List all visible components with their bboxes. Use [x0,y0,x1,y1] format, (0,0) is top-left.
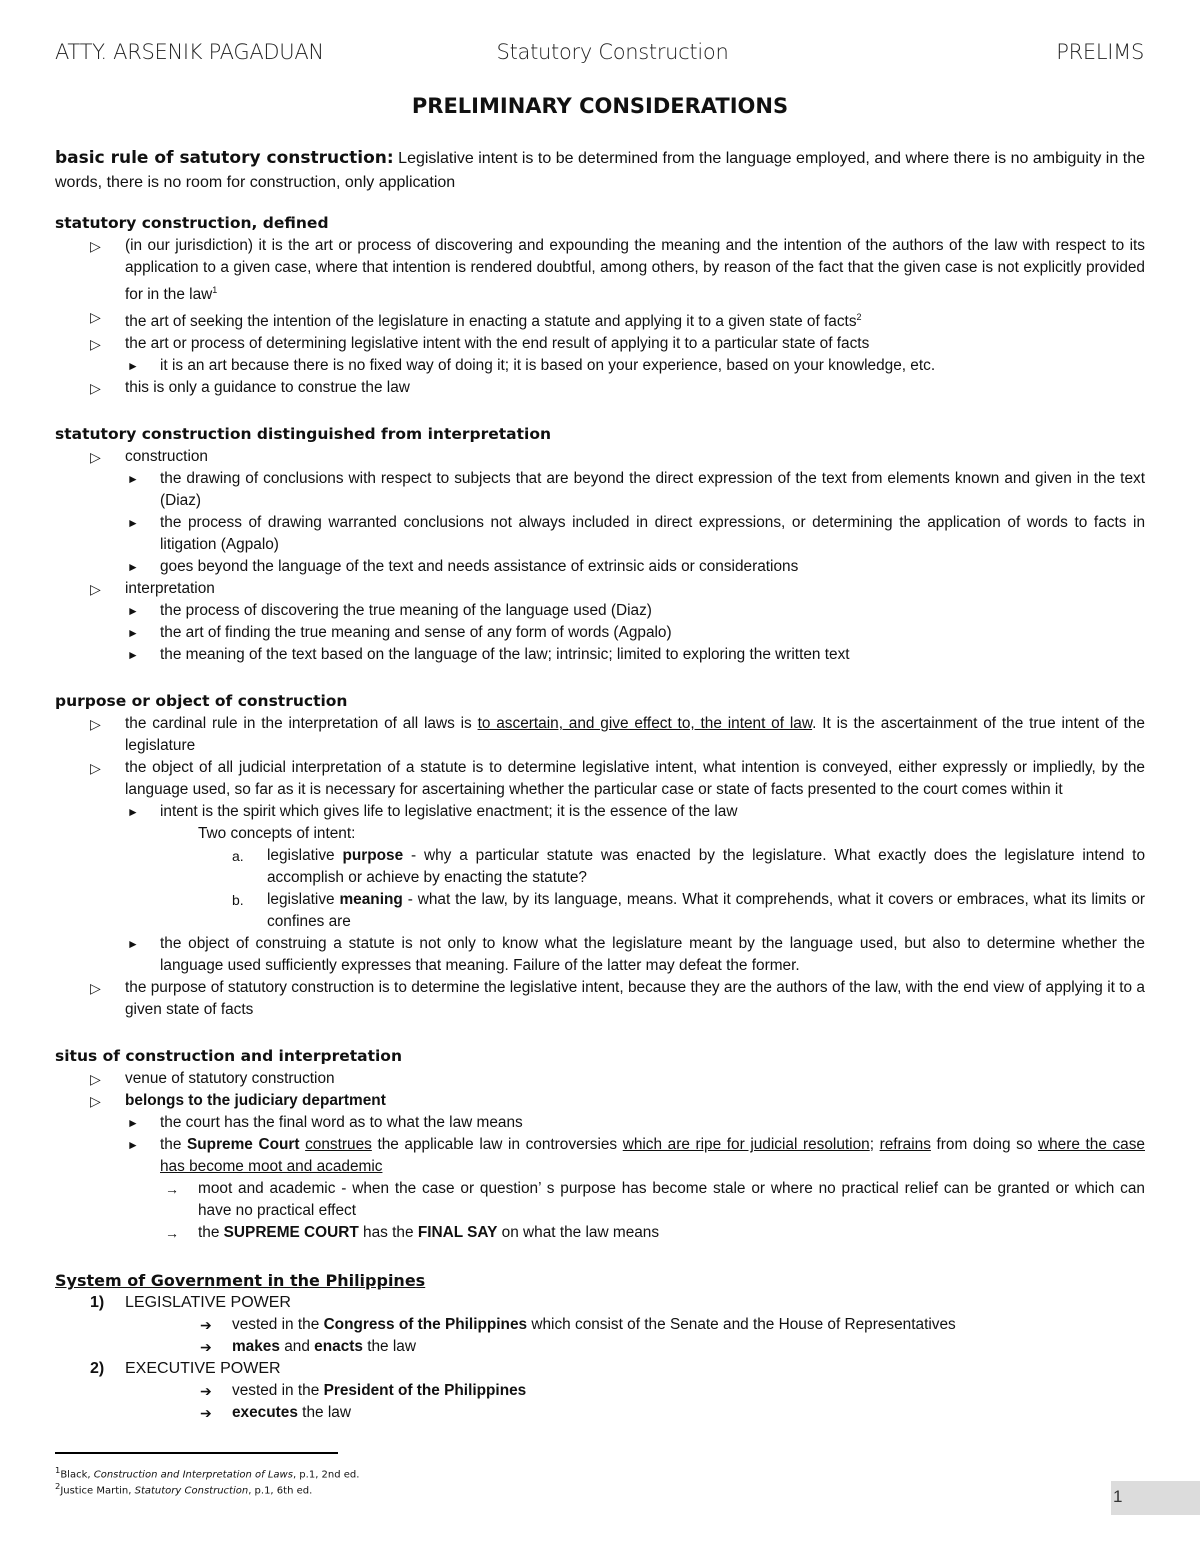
underlined-text: which are ripe for judicial resolution [622,1136,870,1154]
list-item-text: the process of discovering the true meaning of the language used (Diaz) [160,602,652,620]
basic-rule-label: basic rule of satutory construction: [55,148,394,168]
document-body [55,146,1145,1424]
list-item [55,1134,1145,1178]
list-item-text: the object of construing a statute is not only to know what the legislature meant by the language used, but also to determine whether the language used sufficiently expresses that meaning. Failure of the latter may defeat the former. [160,935,1145,975]
list-item-text: ; [869,1136,880,1154]
list-item-text: the [160,1136,187,1154]
list-item [55,1314,1145,1336]
list-item [55,468,1145,512]
list-item [55,600,1145,622]
list-item [55,622,1145,644]
bold-term: SUPREME COURT [223,1224,359,1242]
list-item-text: it is an art because there is no fixed way of doing it; it is based on your experience, based on your knowledge, etc. [160,357,936,375]
list-item [55,757,1145,801]
triangle-bullet-icon: ▷ [90,449,101,466]
pointer-bullet-icon: ► [127,937,139,952]
list-item-text: interpretation [125,580,215,598]
list-letter: a. [232,848,244,865]
power-title: EXECUTIVE POWER [125,1360,281,1378]
arrow-icon: ➔ [200,1317,212,1334]
page-title: PRELIMINARY CONSIDERATIONS [411,94,789,118]
system-heading: System of Government in the Philippines [55,1271,426,1291]
list-item-text: and [279,1338,315,1356]
list-item [55,644,1145,666]
list-item-text: the art of finding the true meaning and sense of any form of words (Agpalo) [160,624,672,642]
underlined-text: where the case has become moot and academic [160,1136,1145,1176]
list-item-text: Two concepts of intent: [198,825,356,843]
list-item-text: the object of all judicial interpretation of a statute is to determine legislative intent, what intention is conveyed, either expressly or impliedly, by the language used, so far as it is necessary for ascertaining whether the particular case or state of facts presented to the court comes within it [125,759,1145,799]
footnote-number: 1 [55,1465,61,1475]
bold-term: Supreme Court [187,1136,300,1154]
list-item-text: legislative [267,891,340,909]
list-item-text: vested in the [232,1382,324,1400]
triangle-bullet-icon: ▷ [90,581,101,598]
section-heading-situs: situs of construction and interpretation [55,1047,402,1066]
footnote-text: Black, [60,1469,94,1481]
footnote-ref: 2 [856,312,862,323]
list-item [55,306,1145,333]
list-item [55,1090,1145,1112]
list-item [55,355,1145,377]
section-heading-purpose: purpose or object of construction [55,692,348,711]
bold-term: executes [232,1404,298,1422]
situs-list [55,1068,1145,1244]
basic-rule-paragraph [55,146,1145,195]
bold-term: enacts [314,1338,363,1356]
list-item [55,1380,1145,1402]
pointer-bullet-icon: ► [127,1138,139,1153]
pointer-bullet-icon: ► [127,648,139,663]
footnote-text: Justice Martin, [60,1485,135,1497]
header-author: ATTY. ARSENIK PAGADUAN [55,40,324,64]
triangle-bullet-icon: ▷ [90,1071,101,1088]
basic-rule-text: Legislative intent is to be determined from the language employed, and where there is no ambiguity in the words, there is no room for construction, only application [55,150,1145,191]
triangle-bullet-icon: ▷ [90,309,101,326]
list-item-text: which consist of the Senate and the House of Representatives [527,1316,956,1334]
purpose-list [55,713,1145,1021]
list-item [55,1178,1145,1222]
list-item [55,889,1145,933]
pointer-bullet-icon: ► [127,359,139,374]
bold-term: Congress of the Philippines [323,1316,528,1334]
list-item [55,1402,1145,1424]
list-item-text: the purpose of statutory construction is to determine the legislative intent, because they are the authors of the law, with the end view of applying it to a given state of facts [125,979,1145,1019]
list-item-text: this is only a guidance to construe the law [125,379,410,397]
bold-term: belongs to the judiciary department [125,1092,386,1110]
list-item-text: the cardinal rule in the interpretation of all laws is [125,715,478,733]
list-item-text: the court has the final word as to what the law means [160,1114,523,1132]
triangle-bullet-icon: ▷ [90,336,101,353]
header-subject: Statutory Construction [496,40,729,64]
list-item [55,1292,1145,1314]
list-item-text: has the [358,1224,418,1242]
footnote-text: , p.1, 2nd ed. [292,1469,360,1481]
list-item-text: from doing so [930,1136,1038,1154]
triangle-bullet-icon: ▷ [90,1093,101,1110]
list-item [55,823,1145,845]
list-item-text: (in our jurisdiction) it is the art or process of discovering and expounding the meaning and the intention of the authors of the law with respect to its application to a given case, where that intention is rendered doubtful, among others, by reason of the fact that the given case is not explicitly provided for in the law [125,237,1145,304]
triangle-bullet-icon: ▷ [90,238,101,254]
list-item [55,235,1145,306]
list-item-text: the applicable law in controversies [371,1136,623,1154]
arrow-icon: ➔ [200,1383,212,1400]
footnote-text: , p.1, 6th ed. [248,1485,313,1497]
list-item-text: - what the law, by its language, means. What it comprehends, what it covers or embraces, what its limits or confines are [267,891,1146,931]
page-number: 1 [1113,1487,1123,1506]
list-item-text: intent is the spirit which gives life to legislative enactment; it is the essence of the law [160,803,738,821]
list-item-text: construction [125,448,208,466]
section-heading-defined: statutory construction, defined [55,214,329,232]
pointer-bullet-icon: ► [127,516,139,531]
list-item-text: . It is the ascertainment of the true intent of the legislature [125,715,1145,755]
underlined-text: refrains [879,1136,931,1154]
distinguished-list [55,446,1145,666]
list-item-text: the law [362,1338,416,1356]
pointer-bullet-icon: ► [127,604,139,619]
list-item-text: the process of drawing warranted conclusions not always included in direct expressions, or determining the application of words to facts in litigation (Agpalo) [160,514,1145,554]
list-item-text: the meaning of the text based on the language of the law; intrinsic; limited to exploring the written text [160,646,850,664]
pointer-bullet-icon: ► [127,560,139,575]
footnote-title: Statutory Construction [134,1485,249,1497]
list-item-text: venue of statutory construction [125,1070,335,1088]
header-term: PRELIMS [1056,40,1144,64]
list-item [55,578,1145,600]
section-heading-distinguished: statutory construction distinguished from interpretation [55,425,552,444]
list-item-text: the [198,1224,224,1242]
list-item-text: goes beyond the language of the text and needs assistance of extrinsic aids or considerations [160,558,799,576]
list-letter: b. [232,892,244,909]
list-item-text: the drawing of conclusions with respect to subjects that are beyond the direct expression of the text from elements known and given in the text (Diaz) [160,470,1145,510]
pointer-bullet-icon: ► [127,472,139,487]
list-item [55,713,1145,757]
bold-term: President of the Philippines [323,1382,527,1400]
bold-term: makes [232,1338,280,1356]
underlined-text: construes [305,1136,372,1154]
list-item [55,1336,1145,1358]
arrow-icon: ➔ [200,1405,212,1422]
bold-term: meaning [339,891,403,909]
triangle-bullet-icon: ▷ [90,760,101,777]
list-item [55,1112,1145,1134]
list-item [55,1068,1145,1090]
page-number-box [1111,1481,1200,1515]
footnote-1 [55,1465,359,1480]
list-item [55,845,1145,889]
list-item [55,1222,1145,1244]
underlined-text: to ascertain, and give effect to, the intent of law [477,715,813,733]
triangle-bullet-icon: ▷ [90,380,101,397]
list-item-text: the art of seeking the intention of the legislature in enacting a statute and applying it to a given state of facts [125,313,857,331]
footnote-2 [55,1481,312,1496]
system-section [55,1270,1145,1424]
triangle-bullet-icon: ▷ [90,980,101,997]
list-item-text: vested in the [232,1316,324,1334]
dash-arrow-icon: → [165,1181,179,1198]
bold-term: purpose [342,847,404,865]
list-item [55,933,1145,977]
list-item-text: on what the law means [497,1224,660,1242]
list-item-text: moot and academic - when the case or question’ s purpose has become stale or where no practical relief can be granted or which can have no practical effect [198,1180,1145,1220]
dash-arrow-icon: → [165,1225,179,1242]
list-item-text: legislative [267,847,343,865]
list-item [55,1358,1145,1380]
footnote-number: 2 [55,1481,61,1491]
defined-list [55,235,1145,399]
list-item [55,377,1145,399]
list-number: 1) [90,1294,105,1312]
arrow-icon: ➔ [200,1339,212,1356]
list-item [55,446,1145,468]
system-list [55,1292,1145,1424]
triangle-bullet-icon: ▷ [90,716,101,733]
list-item-text: the art or process of determining legislative intent with the end result of applying it to a particular state of facts [125,335,870,353]
pointer-bullet-icon: ► [127,1116,139,1131]
list-number: 2) [90,1360,105,1378]
list-item [55,801,1145,823]
pointer-bullet-icon: ► [127,626,139,641]
list-item-text: - why a particular statute was enacted by the legislature. What exactly does the legislature intend to accomplish or achieve by enacting the statute? [267,847,1146,887]
footnote-divider [55,1452,338,1454]
list-item [55,512,1145,556]
bold-term: FINAL SAY [417,1224,498,1242]
power-title: LEGISLATIVE POWER [125,1294,291,1312]
footnote-title: Construction and Interpretation of Laws [93,1469,293,1481]
list-item [55,556,1145,578]
list-item-text: the law [297,1404,351,1422]
list-item [55,333,1145,355]
pointer-bullet-icon: ► [127,805,139,820]
list-item [55,977,1145,1021]
footnote-ref: 1 [212,285,218,295]
